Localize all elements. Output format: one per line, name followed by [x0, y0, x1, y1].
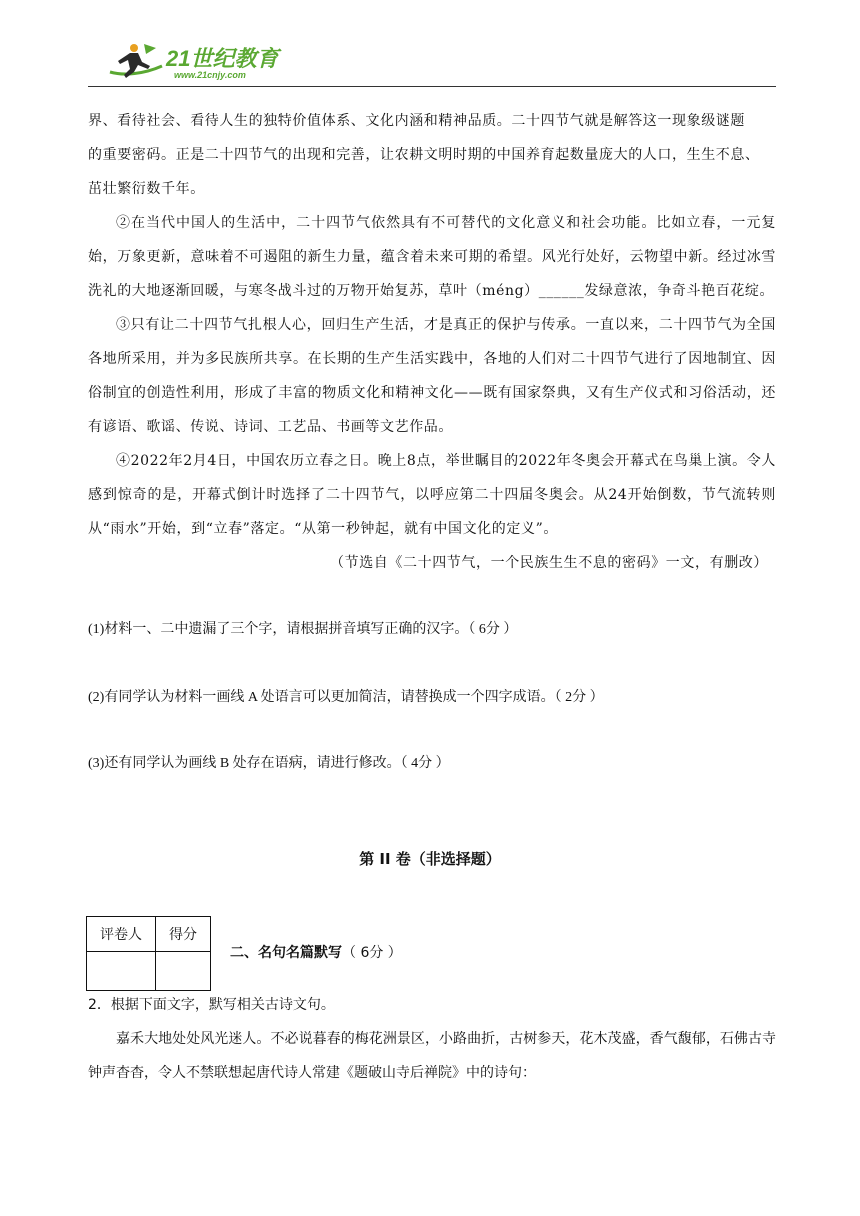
- paragraph-2: ②在当代中国人的生活中，二十四节气依然具有不可替代的文化意义和社会功能。比如立春，一元复始，万象更新，意味着不可遏阻的新生力量，蕴含着未来可期的希望。风光行处好，云物望中新。经过冰雪洗礼的大地逐渐回暖，与寒冬战斗过的万物开始复苏，草叶（méng）______发绿意浓，争奇斗艳百花绽。: [88, 215, 776, 299]
- item-2-intro: 2．根据下面文字，默写相关古诗文句。: [88, 997, 335, 1013]
- source-citation: （节选自《二十四节气，一个民族生生不息的密码》一文，有删改）: [330, 555, 768, 571]
- section-2-label: 二、名句名篇默写: [230, 945, 342, 961]
- question-1: (1)材料一、二中遗漏了三个字，请根据拼音填写正确的汉字。（ 6分 ）: [88, 622, 518, 637]
- part-2-title: 第 II 卷（非选择题）: [359, 850, 501, 868]
- paragraph-1-line-1: 界、看待社会、看待人生的独特价值体系、文化内涵和精神品质。二十四节气就是解答这一现象级谜题: [88, 113, 745, 129]
- section-2-heading: [230, 942, 402, 962]
- page-header: [88, 38, 776, 87]
- grader-cell: [87, 952, 156, 991]
- score-header: 得分: [156, 917, 211, 952]
- question-2: (2)有同学认为材料一画线 A 处语言可以更加简洁，请替换成一个四字成语。（ 2分 ）: [88, 690, 604, 705]
- score-cell: [156, 952, 211, 991]
- item-2-text: 嘉禾大地处处风光迷人。不必说暮春的梅花洲景区，小路曲折，古树参天，花木茂盛，香气馥郁，石佛古寺钟声杳杳，令人不禁联想起唐代诗人常建《题破山寺后禅院》中的诗句：: [88, 1031, 776, 1081]
- material-passage: [88, 104, 776, 580]
- paragraph-4: ④2022年2月4日，中国农历立春之日。晚上8点，举世瞩目的2022年冬奥会开幕式在鸟巢上演。令人感到惊奇的是，开幕式倒计时选择了二十四节气，以呼应第二十四届冬奥会。从24开始倒数，节气流转则从“雨水”开始，到“立春”落定。“从第一秒钟起，就有中国文化的定义”。: [88, 453, 776, 537]
- svg-text:www.21cnjy.com: www.21cnjy.com: [174, 70, 246, 80]
- score-table: [86, 916, 211, 991]
- runner-logo-icon: [104, 42, 294, 82]
- paragraph-3: ③只有让二十四节气扎根人心，回归生产生活，才是真正的保护与传承。一直以来，二十四节气为全国各地所采用，并为多民族所共享。在长期的生产生活实践中，各地的人们对二十四节气进行了因地制宜、因俗制宜的创造性利用，形成了丰富的物质文化和精神文化——既有国家祭典，又有生产仪式和习俗活动，还有谚语、歌谣、传说、诗词、工艺品、书画等文艺作品。: [88, 317, 776, 435]
- section-2-points: （ 6分 ）: [342, 945, 402, 961]
- paragraph-1-line-2: 的重要密码。正是二十四节气的出现和完善，让农耕文明时期的中国养育起数量庞大的人口，生生不息、: [88, 147, 760, 163]
- item-2-block: [88, 988, 776, 1090]
- svg-text:21世纪教育: 21世纪教育: [166, 46, 279, 71]
- grader-header: 评卷人: [87, 917, 156, 952]
- logo: [104, 42, 294, 82]
- paragraph-1-line-3: 茁壮繁衍数千年。: [88, 181, 205, 197]
- question-3: (3)还有同学认为画线 B 处存在语病，请进行修改。（ 4分 ）: [88, 756, 450, 771]
